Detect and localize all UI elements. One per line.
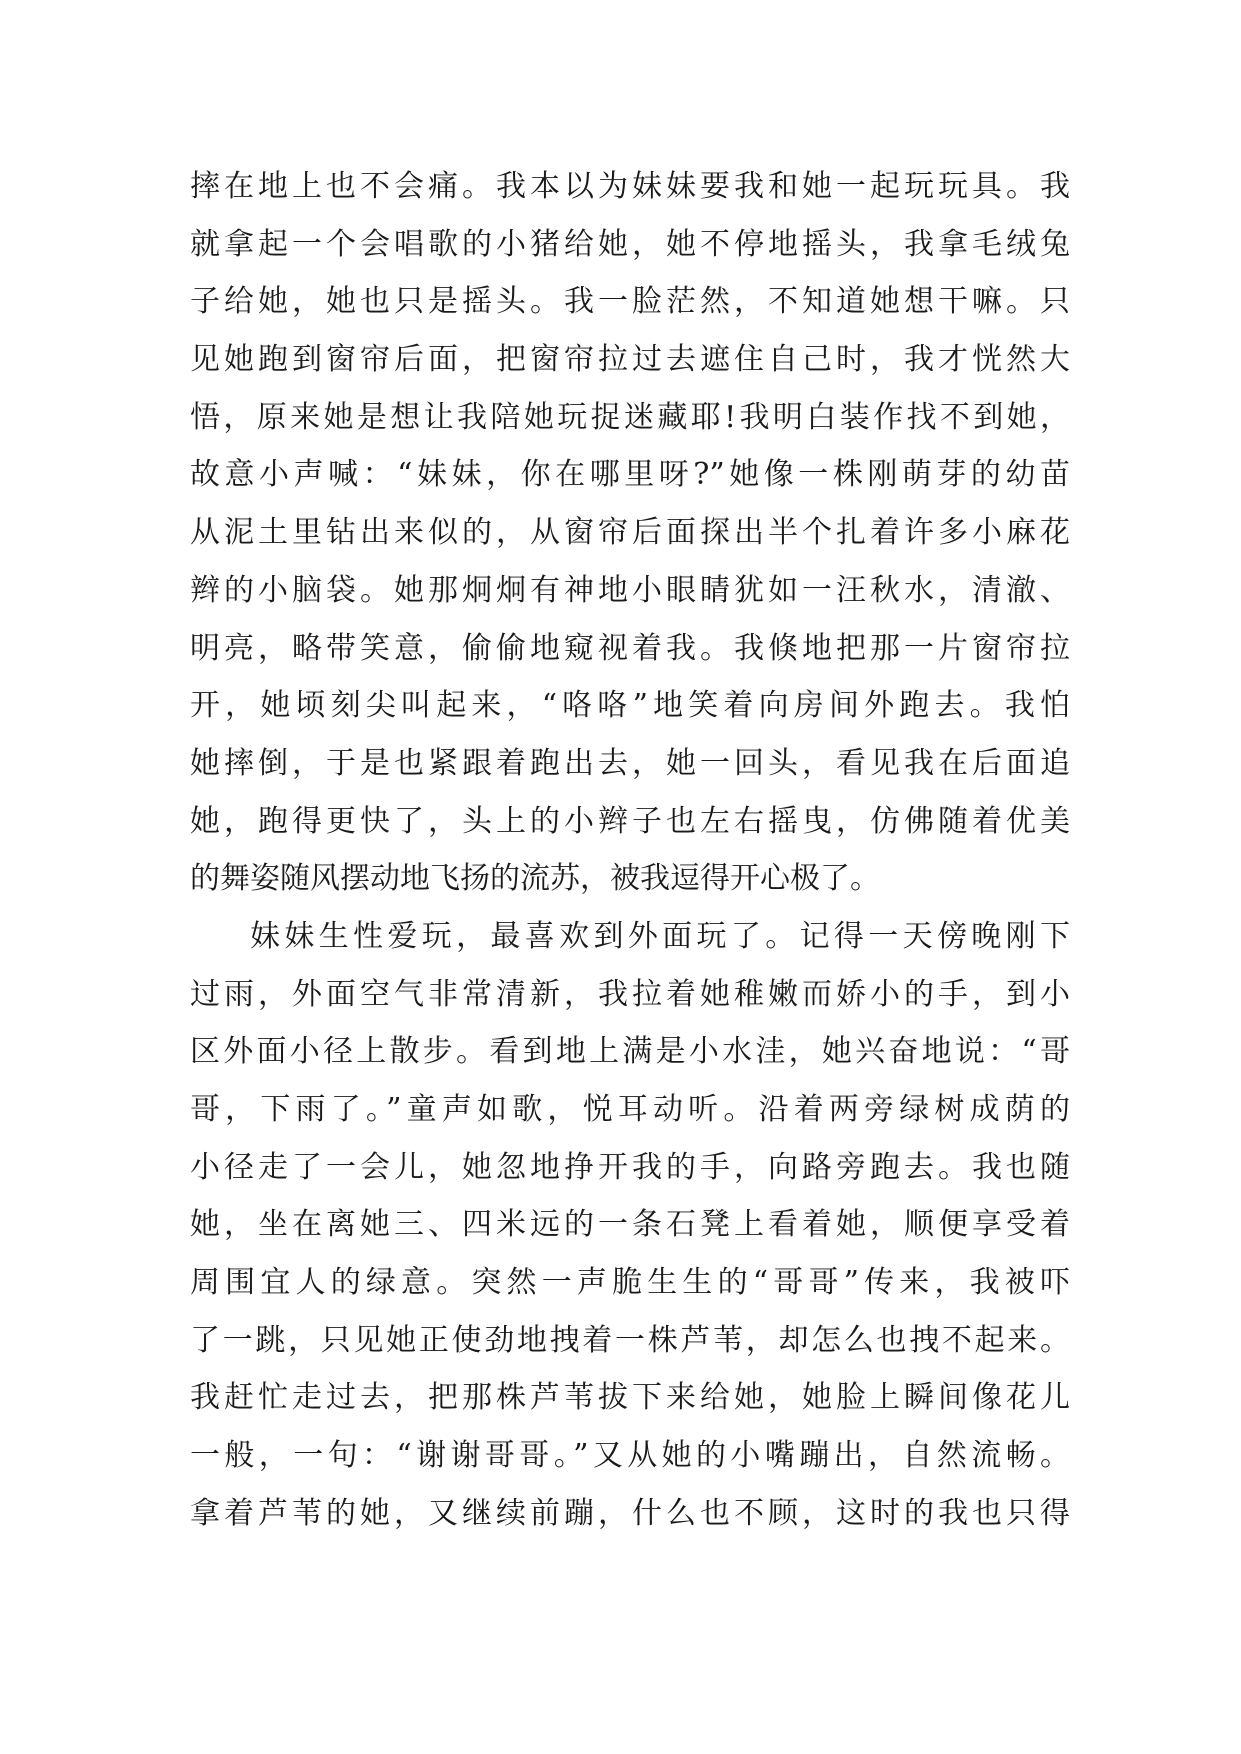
text-line: 周围宜人的绿意。突然一声脆生生的“哥哥”传来，我被吓 [190, 1265, 1070, 1301]
text-line: 过雨，外面空气非常清新，我拉着她稚嫩而娇小的手，到小 [190, 976, 1070, 1012]
text-line: 她，坐在离她三、四米远的一条石凳上看着她，顺便享受着 [190, 1207, 1070, 1243]
text-line: 辫的小脑袋。她那炯炯有神地小眼睛犹如一汪秋水，清澈、 [190, 572, 1070, 608]
text-line: 摔在地上也不会痛。我本以为妹妹要我和她一起玩玩具。我 [190, 169, 1070, 204]
text-line: 她，跑得更快了，头上的小辫子也左右摇曳，仿佛随着优美 [190, 803, 1070, 839]
text-line: 的舞姿随风摆动地飞扬的流苏，被我逗得开心极了。 [190, 861, 880, 897]
text-line: 哥，下雨了。”童声如歌，悦耳动听。沿着两旁绿树成荫的 [190, 1092, 1070, 1127]
text-line: 开，她顷刻尖叫起来，“咯咯”地笑着向房间外跑去。我怕 [190, 688, 1070, 724]
text-line: 从泥土里钻出来似的，从窗帘后面探出半个扎着许多小麻花 [190, 515, 1070, 551]
text-line: 小径走了一会儿，她忽地挣开我的手，向路旁跑去。我也随 [190, 1149, 1070, 1185]
text-line: 拿着芦苇的她，又继续前蹦，什么也不顾，这时的我也只得 [190, 1495, 1070, 1531]
text-line: 区外面小径上散步。看到地上满是小水洼，她兴奋地说：“哥 [190, 1034, 1070, 1070]
text-line: 子给她，她也只是摇头。我一脸茫然，不知道她想干嘛。只 [190, 284, 1070, 320]
text-line: 明亮，略带笑意，偷偷地窥视着我。我倏地把那一片窗帘拉 [190, 630, 1070, 666]
text-line: 故意小声喊：“妹妹，你在哪里呀?”她像一株刚萌芽的幼苗 [190, 457, 1070, 493]
text-line: 我赶忙走过去，把那株芦苇拔下来给她，她脸上瞬间像花儿 [190, 1380, 1070, 1416]
text-line: 见她跑到窗帘后面，把窗帘拉过去遮住自己时，我才恍然大 [190, 342, 1070, 378]
text-line: 就拿起一个会唱歌的小猪给她，她不停地摇头，我拿毛绒兔 [190, 226, 1070, 262]
text-line: 妹妹生性爱玩，最喜欢到外面玩了。记得一天傍晚刚下 [250, 918, 1070, 954]
text-line: 一般，一句：“谢谢哥哥。”又从她的小嘴蹦出，自然流畅。 [190, 1438, 1070, 1474]
text-line: 她摔倒，于是也紧跟着跑出去，她一回头，看见我在后面追 [190, 745, 1070, 781]
text-line: 了一跳，只见她正使劲地拽着一株芦苇，却怎么也拽不起来。 [190, 1322, 1070, 1358]
text-line: 悟，原来她是想让我陪她玩捉迷藏耶!我明白装作找不到她， [190, 399, 1070, 435]
body-text [190, 158, 1070, 1543]
